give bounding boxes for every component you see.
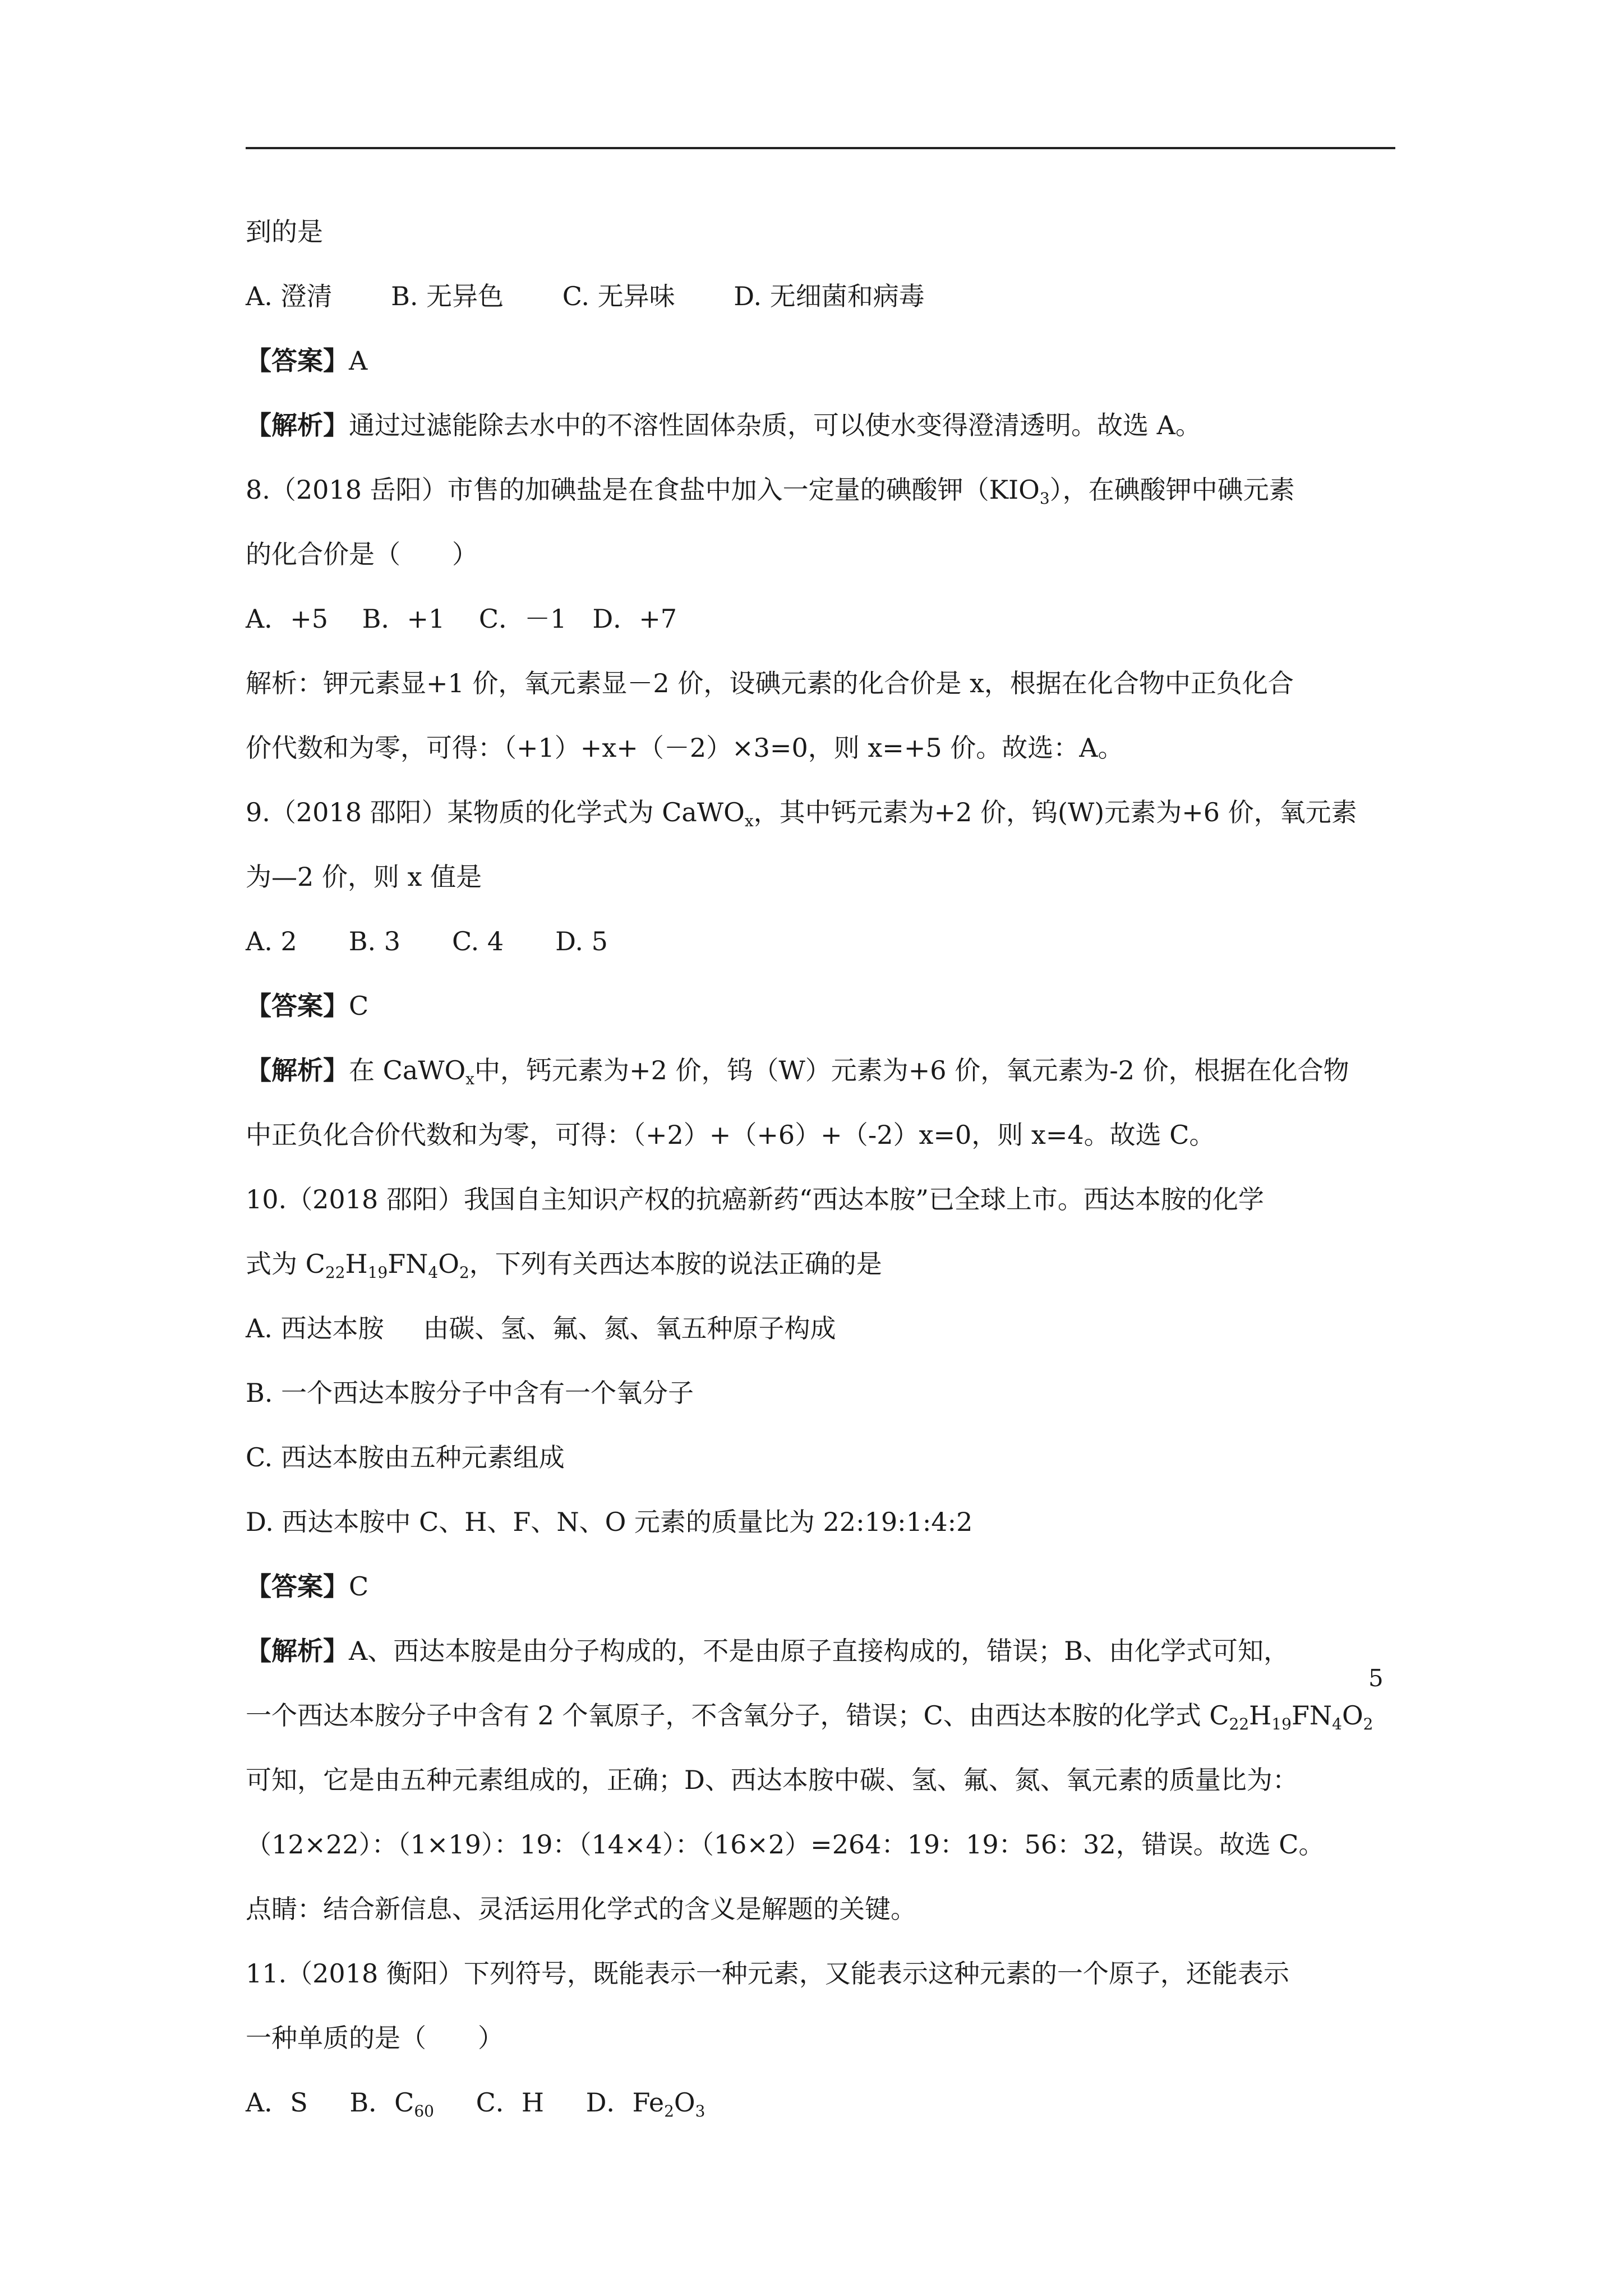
- subscript: 19: [1271, 1715, 1292, 1733]
- analysis-tag: 【解析】: [246, 1636, 349, 1666]
- q10-option-c: C. 西达本胺由五种元素组成: [246, 1442, 565, 1473]
- q7-option-a: A. 澄清: [246, 281, 333, 311]
- analysis-tag: 【解析】: [246, 1055, 349, 1085]
- subscript: 22: [325, 1263, 345, 1282]
- q11-options: [246, 2070, 1401, 2135]
- q11-stem-line1: 11.（2018 衡阳）下列符号，既能表示一种元素，又能表示这种元素的一个原子，还能表示: [246, 1958, 1289, 1989]
- q7-analysis: [246, 393, 1401, 458]
- subscript: 2: [664, 2102, 674, 2120]
- subscript: 3: [695, 2102, 706, 2120]
- q10-stem-text: ，下列有关西达本胺的说法正确的是: [469, 1249, 882, 1279]
- q8-stem-line1: [246, 458, 1401, 522]
- q10-analysis-line4: （12×22）：（1×19）：19：（14×4）：（16×2）=264：19：19：56：32，错误。故选 C。: [246, 1829, 1325, 1860]
- q9-analysis-line2: 中正负化合价代数和为零，可得：（+2）+（+6）+（-2）x=0，则 x=4。故选 C。: [246, 1120, 1215, 1150]
- subscript: 4: [428, 1263, 439, 1282]
- option-text: D．Fe: [585, 2087, 665, 2118]
- q10-analysis-line1: [246, 1619, 1401, 1683]
- analysis-text: 在 CaWO: [349, 1055, 466, 1085]
- subscript: 60: [414, 2102, 434, 2120]
- q8-analysis-line2: 价代数和为零，可得：（+1）+x+（－2）×3=0，则 x=+5 价。故选：A。: [246, 733, 1124, 763]
- formula-text: FN: [1291, 1700, 1332, 1731]
- subscript: 4: [1332, 1715, 1342, 1733]
- formula-text: O: [438, 1249, 459, 1279]
- answer-tag: 【答案】: [246, 1571, 349, 1602]
- subscript: 2: [459, 1263, 469, 1282]
- subscript: 22: [1229, 1715, 1249, 1733]
- document-body: [246, 200, 1401, 2135]
- q10-stem-line2: [246, 1232, 1401, 1296]
- q11-stem-line2: 一种单质的是（ ）: [246, 2023, 504, 2053]
- q11-option-b: [349, 2087, 434, 2118]
- formula-text: FN: [388, 1249, 428, 1279]
- q10-option-a: [246, 1296, 1401, 1361]
- q9-stem-line2: 为—2 价，则 x 值是: [246, 862, 482, 892]
- q11-option-d: [586, 2087, 706, 2118]
- q8-stem-text: 8.（2018 岳阳）市售的加碘盐是在食盐中加入一定量的碘酸钾（KIO: [246, 475, 1040, 505]
- q9-options: A. 2 B. 3 C. 4 D. 5: [246, 926, 608, 956]
- formula-text: H: [1249, 1700, 1272, 1731]
- q7-option-d: D. 无细菌和病毒: [734, 281, 925, 311]
- analysis-text: A、西达本胺是由分子构成的，不是由原子直接构成的，错误；B、由化学式可知，: [349, 1636, 1290, 1666]
- subscript: 2: [1363, 1715, 1373, 1733]
- q8-stem-line2: 的化合价是（ ）: [246, 539, 478, 569]
- q10-stem-text: 式为 C: [246, 1249, 325, 1279]
- formula-text: O: [1341, 1700, 1363, 1731]
- analysis-text: 中，钙元素为+2 价，钨（W）元素为+6 价，氧元素为-2 价，根据在化合物: [474, 1055, 1349, 1085]
- q9-answer: [246, 974, 1401, 1038]
- answer-value: A: [349, 346, 368, 376]
- q7-answer: [246, 329, 1401, 393]
- page-number: 5: [1368, 1664, 1384, 1692]
- q7-option-c: C. 无异味: [562, 281, 675, 311]
- q10-tip: 点睛：结合新信息、灵活运用化学式的含义是解题的关键。: [246, 1894, 916, 1924]
- analysis-text: 通过过滤能除去水中的不溶性固体杂质，可以使水变得澄清透明。故选 A。: [349, 410, 1201, 440]
- analysis-text: 一个西达本胺分子中含有 2 个氧原子，不含氧分子，错误；C、由西达本胺的化学式 C: [246, 1700, 1229, 1731]
- answer-tag: 【答案】: [246, 991, 349, 1021]
- q7-option-b: B. 无异色: [391, 281, 504, 311]
- q8-options: A．+5 B．+1 C．－1 D．+7: [246, 604, 677, 634]
- analysis-tag: 【解析】: [246, 410, 349, 440]
- option-text: 由碳、氢、氟、氮、氧五种原子构成: [423, 1313, 836, 1343]
- answer-value: C: [349, 1571, 369, 1602]
- q9-stem-line1: [246, 780, 1401, 845]
- q8-analysis-line1: 解析：钾元素显+1 价，氧元素显－2 价，设碘元素的化合价是 x，根据在化合物中正负化合: [246, 668, 1294, 698]
- q9-analysis-line1: [246, 1038, 1401, 1103]
- subscript: x: [465, 1070, 475, 1088]
- q10-stem-line1: 10.（2018 邵阳）我国自主知识产权的抗癌新药“西达本胺”已全球上市。西达本胺的化学: [246, 1184, 1264, 1214]
- formula-text: H: [345, 1249, 368, 1279]
- answer-tag: 【答案】: [246, 346, 349, 376]
- subscript: 19: [367, 1263, 388, 1282]
- option-text: B．C: [349, 2087, 414, 2118]
- answer-value: C: [349, 991, 369, 1021]
- subscript: x: [744, 812, 754, 830]
- q10-answer: [246, 1554, 1401, 1619]
- q11-option-a: A．S: [246, 2087, 308, 2118]
- q7-stem-tail: 到的是: [246, 217, 323, 247]
- q10-analysis-line3: 可知，它是由五种元素组成的，正确；D、西达本胺中碳、氢、氟、氮、氧元素的质量比为：: [246, 1765, 1298, 1795]
- q10-option-d: D. 西达本胺中 C、H、F、N、O 元素的质量比为 22:19:1:4:2: [246, 1507, 973, 1537]
- q9-stem-text: 9.（2018 邵阳）某物质的化学式为 CaWO: [246, 797, 745, 827]
- subscript: 3: [1039, 489, 1050, 508]
- q10-option-b: B. 一个西达本胺分子中含有一个氧分子: [246, 1378, 694, 1408]
- header-rule: [246, 147, 1395, 149]
- q8-stem-text: ），在碘酸钾中碘元素: [1049, 475, 1295, 505]
- q11-option-c: C．H: [476, 2087, 544, 2118]
- option-label: A. 西达本胺: [246, 1313, 384, 1343]
- q9-stem-text: ，其中钙元素为+2 价，钨(W)元素为+6 价，氧元素: [753, 797, 1357, 827]
- q7-options: [246, 264, 1401, 329]
- formula-text: O: [674, 2087, 695, 2118]
- q10-analysis-line2: [246, 1683, 1401, 1748]
